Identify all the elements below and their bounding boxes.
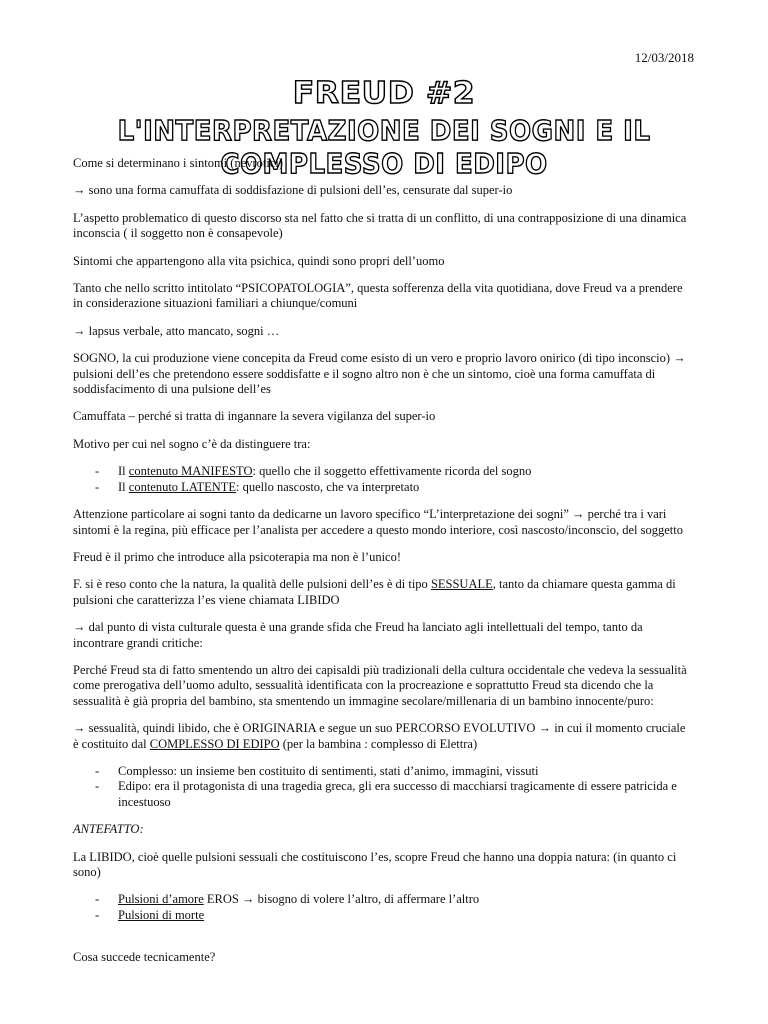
paragraph: SOGNO, la cui produzione viene concepita da Freud come esisto di un vero e proprio lavoro onirico (di tipo inconscio) → pulsioni dell’es che pretendono essere soddisfatte e il sogno altro non è che un sintomo, cioè una forma camuffata di soddisfacimento di una pulsione dell’es	[73, 351, 686, 397]
underlined-term: Pulsioni d’amore	[118, 892, 204, 907]
paragraph: L’aspetto problematico di questo discorso sta nel fatto che si tratta di un conflitto, di una contrapposizione di una dinamica inconscia ( il soggetto non è consapevole)	[73, 210, 687, 241]
paragraph: Attenzione particolare ai sogni tanto da dedicarne un lavoro specifico “L’interpretazione dei sogni” → perché tra i vari sintomi è la regina, più efficace per l’analista per accedere a questo mondo interiore, così nascosto/inconscio, del soggetto	[73, 507, 683, 537]
paragraph: → lapsus verbale, atto mancato, sogni …	[73, 323, 280, 338]
list-dash: -	[95, 779, 100, 794]
list-item: - Complesso: un insieme ben costituito di sentimenti, stati d’animo, immagini, vissuti	[95, 763, 539, 778]
paragraph: Camuffata – perché si tratta di ingannare la severa vigilanza del super-io	[73, 409, 436, 424]
paragraph: Freud è il primo che introduce alla psicoterapia ma non è l’unico!	[73, 549, 402, 564]
document-date: 12/03/2018	[634, 50, 694, 65]
list-dash: -	[95, 892, 100, 907]
paragraph: F. si è reso conto che la natura, la qualità delle pulsioni dell’es è di tipo SESSUALE, tanto da chiamare questa gamma di pulsioni che caratterizza l’es viene chiamata LIBIDO	[73, 577, 676, 607]
paragraph: → dal punto di vista culturale questa è una grande sfida che Freud ha lanciato agli intellettuali del tempo, tanto da incontrare grandi critiche:	[73, 620, 643, 650]
underlined-term: contenuto LATENTE	[128, 479, 237, 494]
document-body	[73, 156, 689, 966]
paragraph: → sessualità, quindi libido, che è ORIGINARIA e segue un suo PERCORSO EVOLUTIVO → in cui il momento cruciale è costituito dal COMPLESSO DI EDIPO (per la bambina : complesso di Elettra)	[73, 721, 686, 751]
paragraph: Perché Freud sta di fatto smentendo un altro dei capisaldi più tradizionali della cultura occidentale che vedeva la sessualità come prerogativa dell’uomo adulto, sessualità identificata con la procreazione e soprattutto Freud sta dicendo che la sessualità è già propria del bambino, sta smentendo un immagine secolare/millenaria di un bambino innocente/puro:	[73, 662, 687, 708]
content-list	[73, 892, 689, 923]
underlined-term: Pulsioni di morte	[118, 907, 205, 922]
paragraph: Cosa succede tecnicamente?	[73, 950, 216, 965]
document-subtitle: L'INTERPRETAZIONE DEI SOGNI E IL COMPLESSO DI EDIPO	[117, 114, 651, 180]
paragraph: Tanto che nello scritto intitolato “PSICOPATOLOGIA”, questa sofferenza della vita quotidiana, dove Freud va a prendere in considerazione situazioni familiari a chiunque/comuni	[73, 281, 683, 311]
document-title: FREUD #2	[292, 76, 476, 111]
paragraph: Motivo per cui nel sogno c’è da distinguere tra:	[73, 436, 311, 451]
paragraph: Sintomi che appartengono alla vita psichica, quindi sono propri dell’uomo	[73, 253, 445, 268]
list-item	[73, 908, 689, 923]
paragraph: Come si determinano i sintomi (nevrotici)	[73, 156, 284, 170]
underlined-term: SESSUALE	[430, 577, 493, 592]
list-dash: -	[95, 464, 100, 479]
list-item: - Il contenuto LATENTE: quello nascosto, che va interpretato	[95, 479, 420, 494]
list-item: - Il contenuto MANIFESTO: quello che il soggetto effettivamente ricorda del sogno	[95, 464, 532, 479]
paragraph: La LIBIDO, cioè quelle pulsioni sessuali che costituiscono l’es, scopre Freud che hanno una doppia natura: (in quanto ci sono)	[73, 849, 677, 879]
list-dash: -	[95, 907, 100, 922]
content-list	[73, 764, 689, 810]
list-item: - Edipo: era il protagonista di una tragedia greca, gli era successo di macchiarsi tragicamente di essere patricida e incestuoso	[95, 779, 677, 809]
content-list	[73, 464, 689, 495]
underlined-term: contenuto MANIFESTO	[128, 464, 253, 479]
paragraph: → sono una forma camuffata di soddisfazione di pulsioni dell’es, censurate dal super-io	[73, 183, 513, 198]
section-label: ANTEFATTO:	[73, 822, 144, 837]
underlined-term: COMPLESSO DI EDIPO	[149, 736, 280, 751]
list-dash: -	[95, 479, 100, 494]
list-dash: -	[95, 763, 100, 778]
list-item: - Pulsioni d’amore EROS → bisogno di volere l’altro, di affermare l’altro	[95, 892, 480, 907]
